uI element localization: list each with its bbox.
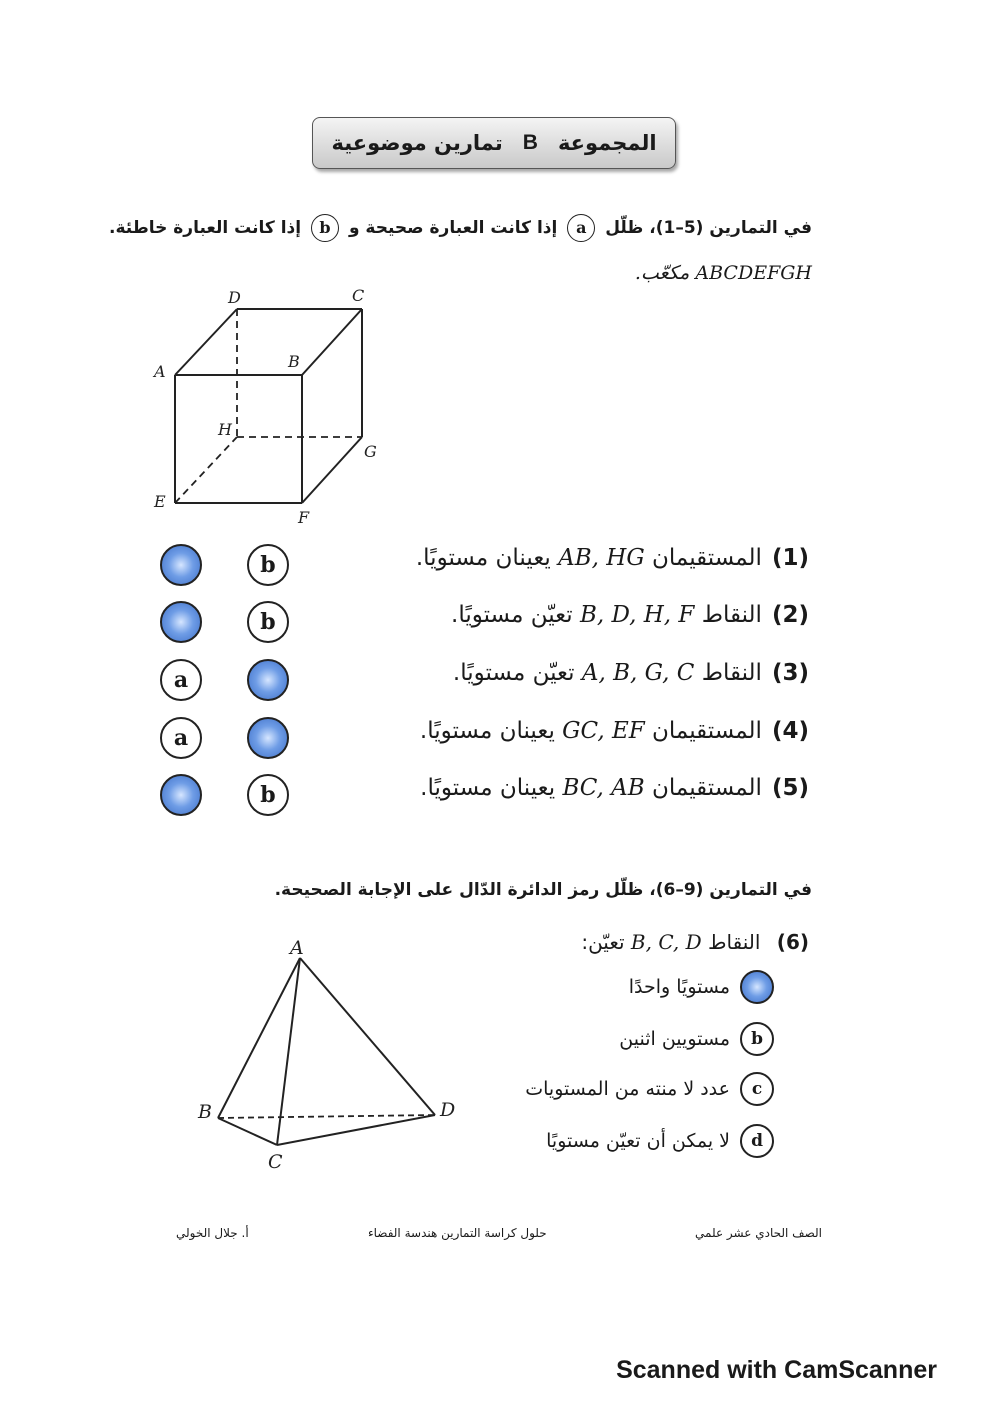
pyramid-edge-AB (218, 958, 300, 1118)
statement-2: (2)النقاط B, D, H, F تعيّن مستويًا. (451, 602, 809, 628)
statement-3-option-b[interactable] (247, 659, 289, 701)
pyramid-figure (190, 930, 470, 1175)
cube-edge-EH (175, 437, 237, 503)
statement-5-option-b[interactable]: b (247, 774, 289, 816)
footer-book: حلول كراسة التمارين هندسة الفضاء (368, 1226, 547, 1240)
q6-option-text: مستويًا واحدًا (628, 976, 730, 998)
footer-grade: الصف الحادي عشر علمي (695, 1226, 822, 1240)
section1-instruction: في التمارين (5–1)، ظلّل a إذا كانت العبارة صحيحة و b إذا كانت العبارة خاطئة. (109, 214, 812, 242)
q6-option-4[interactable] (546, 1124, 774, 1158)
statement-2-option-a[interactable] (160, 601, 202, 643)
statement-4: (4)المستقيمان GC, EF يعينان مستويًا. (419, 718, 809, 744)
pyramid-label-A: A (290, 937, 304, 959)
cube-label-A: A (154, 362, 166, 381)
pyramid-label-D: D (440, 1099, 456, 1121)
footer-author: أ. جلال الخولي (176, 1226, 249, 1240)
cube-label-E: E (154, 492, 166, 511)
q6-option-circle[interactable] (740, 970, 774, 1004)
title-group-letter: B (522, 131, 538, 154)
statement-4-option-a[interactable]: a (160, 717, 202, 759)
statement-3: (3)النقاط A, B, G, C تعيّن مستويًا. (452, 660, 809, 686)
pyramid-edge-BD (218, 1115, 435, 1118)
statement-1-option-b[interactable]: b (247, 544, 289, 586)
q6-statement: (6) النقاط B, C, D تعيّن: (581, 930, 809, 954)
title-subtitle: تمارين موضوعية (331, 131, 503, 155)
cube-edge-BC (302, 309, 362, 375)
statement-4-option-b[interactable] (247, 717, 289, 759)
pyramid-label-B: B (198, 1101, 212, 1123)
statement-5: (5)المستقيمان BC, AB يعينان مستويًا. (420, 775, 809, 801)
cube-edge-FG (302, 437, 362, 503)
statement-1-option-a[interactable] (160, 544, 202, 586)
q6-option-3[interactable] (525, 1072, 774, 1106)
statement-1: (1)المستقيمان AB, HG يعينان مستويًا. (415, 545, 809, 571)
title-group-word: المجموعة (557, 131, 657, 155)
pyramid-label-C: C (268, 1151, 283, 1173)
cube-figure (150, 285, 390, 530)
instruction-circle-b: b (311, 214, 339, 242)
cube-caption: ABCDEFGH مكعّب. (634, 262, 812, 284)
q6-option-circle[interactable]: b (740, 1022, 774, 1056)
cube-label-D: D (228, 288, 241, 307)
cube-label-G: G (364, 442, 377, 461)
q6-option-text: لا يمكن أن تعيّن مستويًا (546, 1130, 730, 1152)
cube-label-F: F (298, 508, 310, 527)
q6-option-1[interactable] (629, 970, 774, 1004)
camscanner-watermark: Scanned with CamScanner (616, 1356, 937, 1384)
cube-label-H: H (218, 420, 232, 439)
q6-option-circle[interactable]: c (740, 1072, 774, 1106)
statement-5-option-a[interactable] (160, 774, 202, 816)
statement-2-option-b[interactable]: b (247, 601, 289, 643)
q6-option-2[interactable] (619, 1022, 774, 1056)
instruction-circle-a: a (567, 214, 595, 242)
cube-label-B: B (288, 352, 300, 371)
statement-3-option-a[interactable]: a (160, 659, 202, 701)
cube-label-C: C (352, 286, 365, 305)
section2-instruction: في التمارين (9–6)، ظلّل رمز الدائرة الدّال على الإجابة الصحيحة. (274, 880, 812, 900)
pyramid-edge-BC (218, 1118, 277, 1145)
q6-option-circle[interactable]: d (740, 1124, 774, 1158)
q6-option-text: عدد لا منته من المستويات (525, 1078, 730, 1100)
pyramid-edge-CD (277, 1115, 435, 1145)
q6-option-text: مستويين اثنين (619, 1028, 730, 1050)
pyramid-edge-AD (300, 958, 435, 1115)
cube-edge-AD (175, 309, 237, 375)
section-title (312, 117, 676, 169)
